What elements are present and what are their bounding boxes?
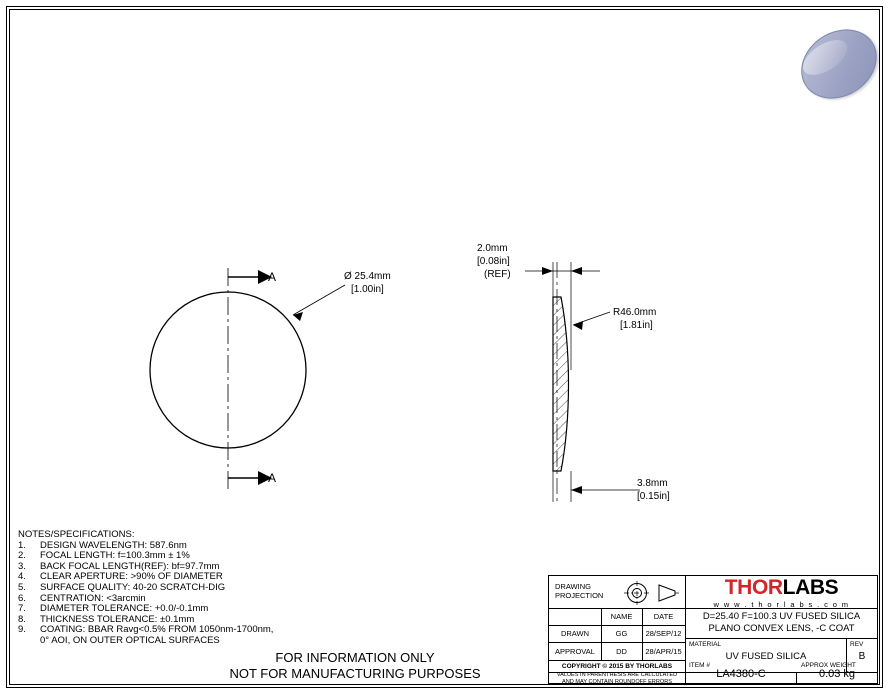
edge-thickness-in: [0.15in] bbox=[637, 491, 670, 502]
radius-leader-head bbox=[573, 321, 583, 330]
note-number: 1. bbox=[18, 539, 26, 551]
diameter-dimension-in: [1.00in] bbox=[351, 284, 384, 295]
note-text: THICKNESS TOLERANCE: ±0.1mm bbox=[40, 613, 195, 625]
brand-thor: THOR bbox=[724, 575, 783, 599]
brand-url: w w w . t h o r l a b s . c o m bbox=[713, 599, 850, 609]
projection-label-1: DRAWING bbox=[555, 582, 591, 591]
weight-value: 0.03 kg bbox=[818, 668, 856, 680]
copyright-text: COPYRIGHT © 2015 BY THORLABS bbox=[561, 662, 673, 670]
item-label: ITEM # bbox=[689, 662, 710, 669]
projection-label-2: PROJECTION bbox=[555, 591, 604, 600]
note-item bbox=[18, 636, 273, 647]
note-number: 6. bbox=[18, 592, 26, 604]
item-value: LA4380-C bbox=[716, 668, 766, 680]
note-number: 8. bbox=[18, 613, 26, 625]
rev-value: B bbox=[858, 651, 866, 662]
center-thickness-arrow-left bbox=[542, 267, 553, 275]
approval-date: 28/APR/15 bbox=[645, 646, 682, 656]
disclaimer-line-2: NOT FOR MANUFACTURING PURPOSES bbox=[229, 666, 481, 681]
diameter-dimension-mm: Ø 25.4mm bbox=[344, 271, 391, 282]
drawn-name: GG bbox=[615, 629, 628, 638]
note-text: CENTRATION: <3arcmin bbox=[40, 592, 146, 604]
rev-label: REV bbox=[850, 641, 864, 648]
lens-3d-body bbox=[788, 15, 890, 112]
note-text: DESIGN WAVELENGTH: 587.6nm bbox=[40, 539, 187, 551]
drawn-label: DRAWN bbox=[560, 629, 590, 638]
center-thickness-ref: (REF) bbox=[484, 269, 511, 280]
lens-3d-render bbox=[795, 22, 885, 110]
note-number: 3. bbox=[18, 560, 26, 572]
note-number: 4. bbox=[18, 571, 26, 583]
notes-block bbox=[18, 530, 273, 647]
side-section-view bbox=[470, 240, 730, 515]
note-number: 2. bbox=[18, 550, 26, 562]
col-header-name: NAME bbox=[610, 612, 633, 621]
brand-labs: LABS bbox=[782, 575, 839, 599]
drawn-date: 28/SEP/12 bbox=[645, 629, 682, 638]
note-text: COATING: BBAR Ravg<0.5% FROM 1050nm-1700nm, bbox=[40, 624, 274, 636]
description-line-2: PLANO CONVEX LENS, -C COAT bbox=[708, 623, 855, 634]
note-text: BACK FOCAL LENGTH(REF): bf=97.7mm bbox=[40, 560, 220, 572]
disclaimer-block bbox=[190, 650, 520, 682]
first-angle-projection-symbol bbox=[623, 580, 681, 606]
description-line-1: D=25.40 F=100.3 UV FUSED SILICA bbox=[702, 611, 861, 622]
note-text: CLEAR APERTURE: >90% OF DIAMETER bbox=[40, 571, 223, 583]
note-number bbox=[18, 636, 40, 647]
center-thickness-mm: 2.0mm bbox=[477, 243, 508, 254]
note-text: DIAMETER TOLERANCE: +0.0/-0.1mm bbox=[40, 603, 209, 615]
note-text: 0° AOI, ON OUTER OPTICAL SURFACES bbox=[40, 634, 220, 646]
diameter-leader-line bbox=[293, 285, 345, 315]
note-number: 7. bbox=[18, 603, 26, 615]
title-block bbox=[548, 575, 878, 684]
edge-thickness-arrow bbox=[571, 486, 582, 494]
roundoff-line-2: AND MAY CONTAIN ROUNDOFF ERRORS bbox=[561, 678, 672, 685]
roundoff-cell bbox=[549, 672, 685, 685]
edge-thickness-mm: 3.8mm bbox=[637, 478, 668, 489]
material-label: MATERIAL bbox=[689, 641, 722, 648]
approval-label: APPROVAL bbox=[555, 646, 595, 656]
item-cell bbox=[686, 662, 796, 685]
brand-cell bbox=[686, 576, 877, 608]
copyright-cell bbox=[549, 660, 685, 672]
note-item bbox=[18, 583, 273, 594]
radius-mm: R46.0mm bbox=[613, 307, 657, 318]
notes-heading: NOTES/SPECIFICATIONS: bbox=[18, 529, 135, 540]
lens-cross-section bbox=[553, 297, 569, 471]
material-value: UV FUSED SILICA bbox=[725, 651, 807, 662]
section-label-top: A bbox=[268, 270, 277, 284]
description-cell bbox=[686, 608, 877, 638]
front-view-drawing bbox=[130, 250, 460, 510]
note-text: SURFACE QUALITY: 40-20 SCRATCH-DIG bbox=[40, 581, 226, 593]
weight-label: APPROX WEIGHT bbox=[801, 662, 856, 669]
disclaimer-line-1: FOR INFORMATION ONLY bbox=[275, 650, 435, 665]
roundoff-line-1: VALUES IN PARENTHESIS ARE CALCULATED bbox=[556, 672, 678, 679]
diameter-leader-head bbox=[293, 312, 303, 321]
note-number: 9. bbox=[18, 624, 26, 636]
center-thickness-in: [0.08in] bbox=[477, 256, 510, 267]
notes-list bbox=[18, 541, 273, 647]
note-number: 5. bbox=[18, 581, 26, 593]
weight-cell bbox=[797, 662, 877, 685]
note-text: FOCAL LENGTH: f=100.3mm ± 1% bbox=[40, 550, 190, 562]
approval-name: DD bbox=[616, 646, 627, 656]
col-header-date: DATE bbox=[653, 612, 674, 621]
projection-cell bbox=[549, 576, 685, 608]
radius-in: [1.81in] bbox=[620, 320, 653, 331]
brand-logo bbox=[725, 576, 838, 600]
section-label-bottom: A bbox=[268, 471, 277, 485]
center-thickness-arrow-right bbox=[571, 267, 582, 275]
